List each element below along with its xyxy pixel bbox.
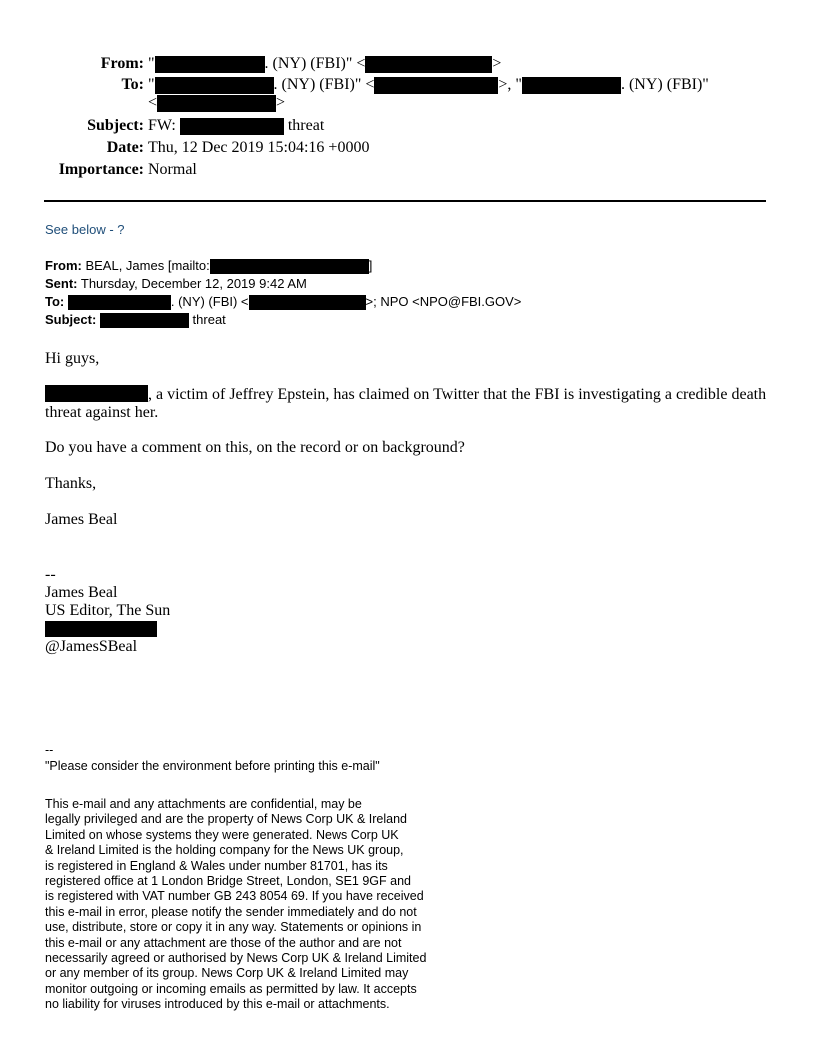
importance-label: Importance: (58, 161, 144, 178)
fwd-to: To: . (NY) (FBI) < >; NPO <NPO@FBI.GOV> (45, 294, 522, 309)
date-label: Date: (106, 139, 144, 156)
signature-handle: @JamesSBeal (45, 638, 138, 655)
redaction-box (100, 313, 189, 328)
redaction-box (155, 77, 274, 94)
subject-label: Subject: (87, 117, 144, 134)
disclaimer-line: this e-mail in error, please notify the sender immediately and do not (45, 904, 417, 919)
greeting: Hi guys, (45, 350, 100, 367)
signature-title: US Editor, The Sun (45, 602, 171, 619)
redaction-box (210, 259, 369, 274)
redaction-box (374, 77, 498, 94)
redaction-box (68, 295, 171, 310)
redaction-box (157, 95, 276, 112)
fwd-subject: Subject: threat (45, 312, 226, 327)
footer-dash: -- (45, 743, 54, 757)
importance-value: Normal (148, 161, 197, 178)
signature-redacted (45, 620, 770, 638)
redaction-box (45, 621, 157, 637)
disclaimer-line: legally privileged and are the property of News Corp UK & Ireland (45, 812, 407, 827)
to-value: " . (NY) (FBI)" < >, " . (NY) (FBI)" (148, 76, 709, 93)
disclaimer-line: or any member of its group. News Corp UK & Ireland Limited may (45, 966, 409, 981)
signature-dash: -- (45, 566, 56, 583)
disclaimer-line: & Ireland Limited is the holding company for the News UK group, (45, 843, 404, 858)
forward-note: See below - ? (45, 222, 125, 237)
disclaimer-line: no liability for viruses introduced by this e-mail or attachments. (45, 997, 390, 1012)
disclaimer-line: Limited on whose systems they were generated. News Corp UK (45, 827, 399, 842)
thanks: Thanks, (45, 475, 97, 492)
fwd-from: From: BEAL, James [mailto: ] (45, 258, 373, 273)
redaction-box (249, 295, 366, 310)
disclaimer-line: necessarily agreed or authorised by News Corp UK & Ireland Limited (45, 951, 427, 966)
body-paragraph-1: , a victim of Jeffrey Epstein, has claimed on Twitter that the FBI is investigating a credible death threat against her. (45, 386, 767, 421)
disclaimer-line: this e-mail or any attachment are those of the author and are not (45, 935, 402, 950)
disclaimer-line: is registered with VAT number GB 243 8054 69. If you have received (45, 889, 424, 904)
fwd-sent: Sent: Thursday, December 12, 2019 9:42 AM (45, 276, 307, 291)
to-value-cont: < > (148, 94, 286, 111)
redaction-box (365, 56, 492, 73)
signature-name: James Beal (45, 584, 118, 601)
footer-disclaimer (45, 797, 426, 1013)
date-value: Thu, 12 Dec 2019 15:04:16 +0000 (148, 139, 370, 156)
from-label: From: (100, 55, 144, 72)
disclaimer-line: use, distribute, store or copy it in any way. Statements or opinions in (45, 920, 422, 935)
redaction-box (45, 385, 148, 402)
from-value: " . (NY) (FBI)" < > (148, 55, 502, 72)
redaction-box (522, 77, 621, 94)
disclaimer-line: This e-mail and any attachments are confidential, may be (45, 797, 362, 811)
to-label: To: (121, 76, 144, 93)
redaction-box (155, 56, 265, 73)
redaction-box (180, 118, 284, 135)
subject-value: FW: threat (148, 117, 325, 134)
header-divider (44, 200, 766, 202)
body-paragraph-2: Do you have a comment on this, on the record or on background? (45, 439, 465, 456)
signoff: James Beal (45, 511, 118, 528)
disclaimer-line: registered office at 1 London Bridge Street, London, SE1 9GF and (45, 874, 411, 889)
disclaimer-line: is registered in England & Wales under number 81701, has its (45, 858, 388, 873)
disclaimer-line: monitor outgoing or incoming emails as permitted by law. It accepts (45, 981, 417, 996)
footer-environment-note: "Please consider the environment before printing this e-mail" (45, 759, 380, 773)
